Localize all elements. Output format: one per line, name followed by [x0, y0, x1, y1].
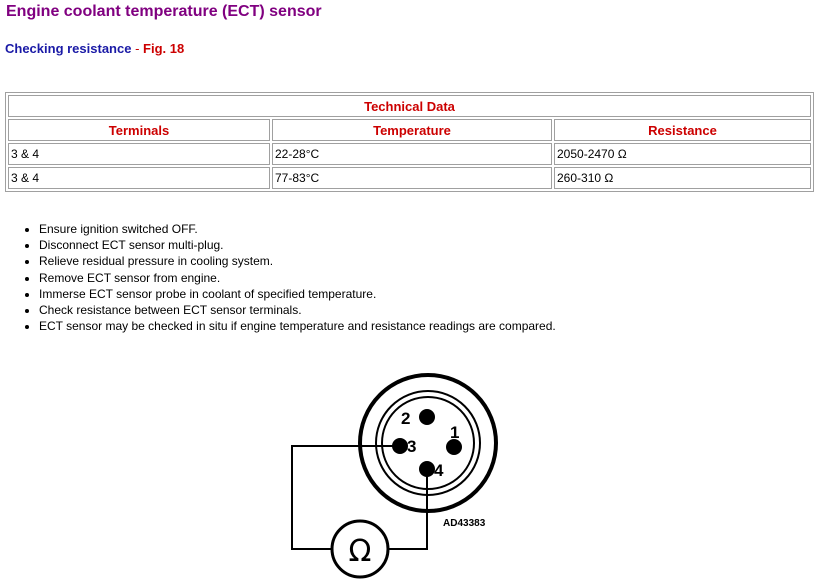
- header-terminals: Terminals: [8, 119, 270, 141]
- subtitle-line: [5, 41, 184, 56]
- list-item: • ECT sensor may be checked in situ if engine temperature and resistance readings are compared.: [39, 318, 556, 334]
- cell-temperature: 22-28°C: [272, 143, 552, 165]
- cell-terminals: 3 & 4: [8, 167, 270, 189]
- list-item: • Check resistance between ECT sensor terminals.: [39, 302, 556, 318]
- cell-resistance: 2050-2470 Ω: [554, 143, 811, 165]
- pin-label-1: 1: [450, 423, 460, 442]
- list-item: • Disconnect ECT sensor multi-plug.: [39, 237, 556, 253]
- figure-reference: Fig. 18: [143, 41, 185, 56]
- cell-temperature: 77-83°C: [272, 167, 552, 189]
- table-caption-row: [8, 95, 811, 117]
- list-item: • Relieve residual pressure in cooling system.: [39, 253, 556, 269]
- header-resistance: Resistance: [554, 119, 811, 141]
- ect-sensor-diagram: [280, 370, 520, 582]
- list-item: • Immerse ECT sensor probe in coolant of specified temperature.: [39, 286, 556, 302]
- subtitle-separator: -: [131, 41, 144, 56]
- page-title: Engine coolant temperature (ECT) sensor: [6, 3, 322, 20]
- procedure-steps: [0, 221, 556, 334]
- list-item: • Ensure ignition switched OFF.: [39, 221, 556, 237]
- table-row: [8, 143, 811, 165]
- subtitle: Checking resistance: [5, 41, 132, 56]
- pin-label-4: 4: [434, 461, 444, 480]
- cell-resistance: 260-310 Ω: [554, 167, 811, 189]
- pin-2: [419, 409, 435, 425]
- cell-terminals: 3 & 4: [8, 143, 270, 165]
- pin-label-2: 2: [401, 409, 411, 428]
- ohm-icon: Ω: [348, 534, 372, 569]
- table-header-row: [8, 119, 811, 141]
- pin-label-3: 3: [407, 437, 417, 456]
- figure-code: AD43383: [443, 518, 486, 529]
- header-temperature: Temperature: [272, 119, 552, 141]
- table-caption: Technical Data: [8, 95, 811, 117]
- technical-data-table: [5, 92, 814, 192]
- table-row: [8, 167, 811, 189]
- list-item: • Remove ECT sensor from engine.: [39, 270, 556, 286]
